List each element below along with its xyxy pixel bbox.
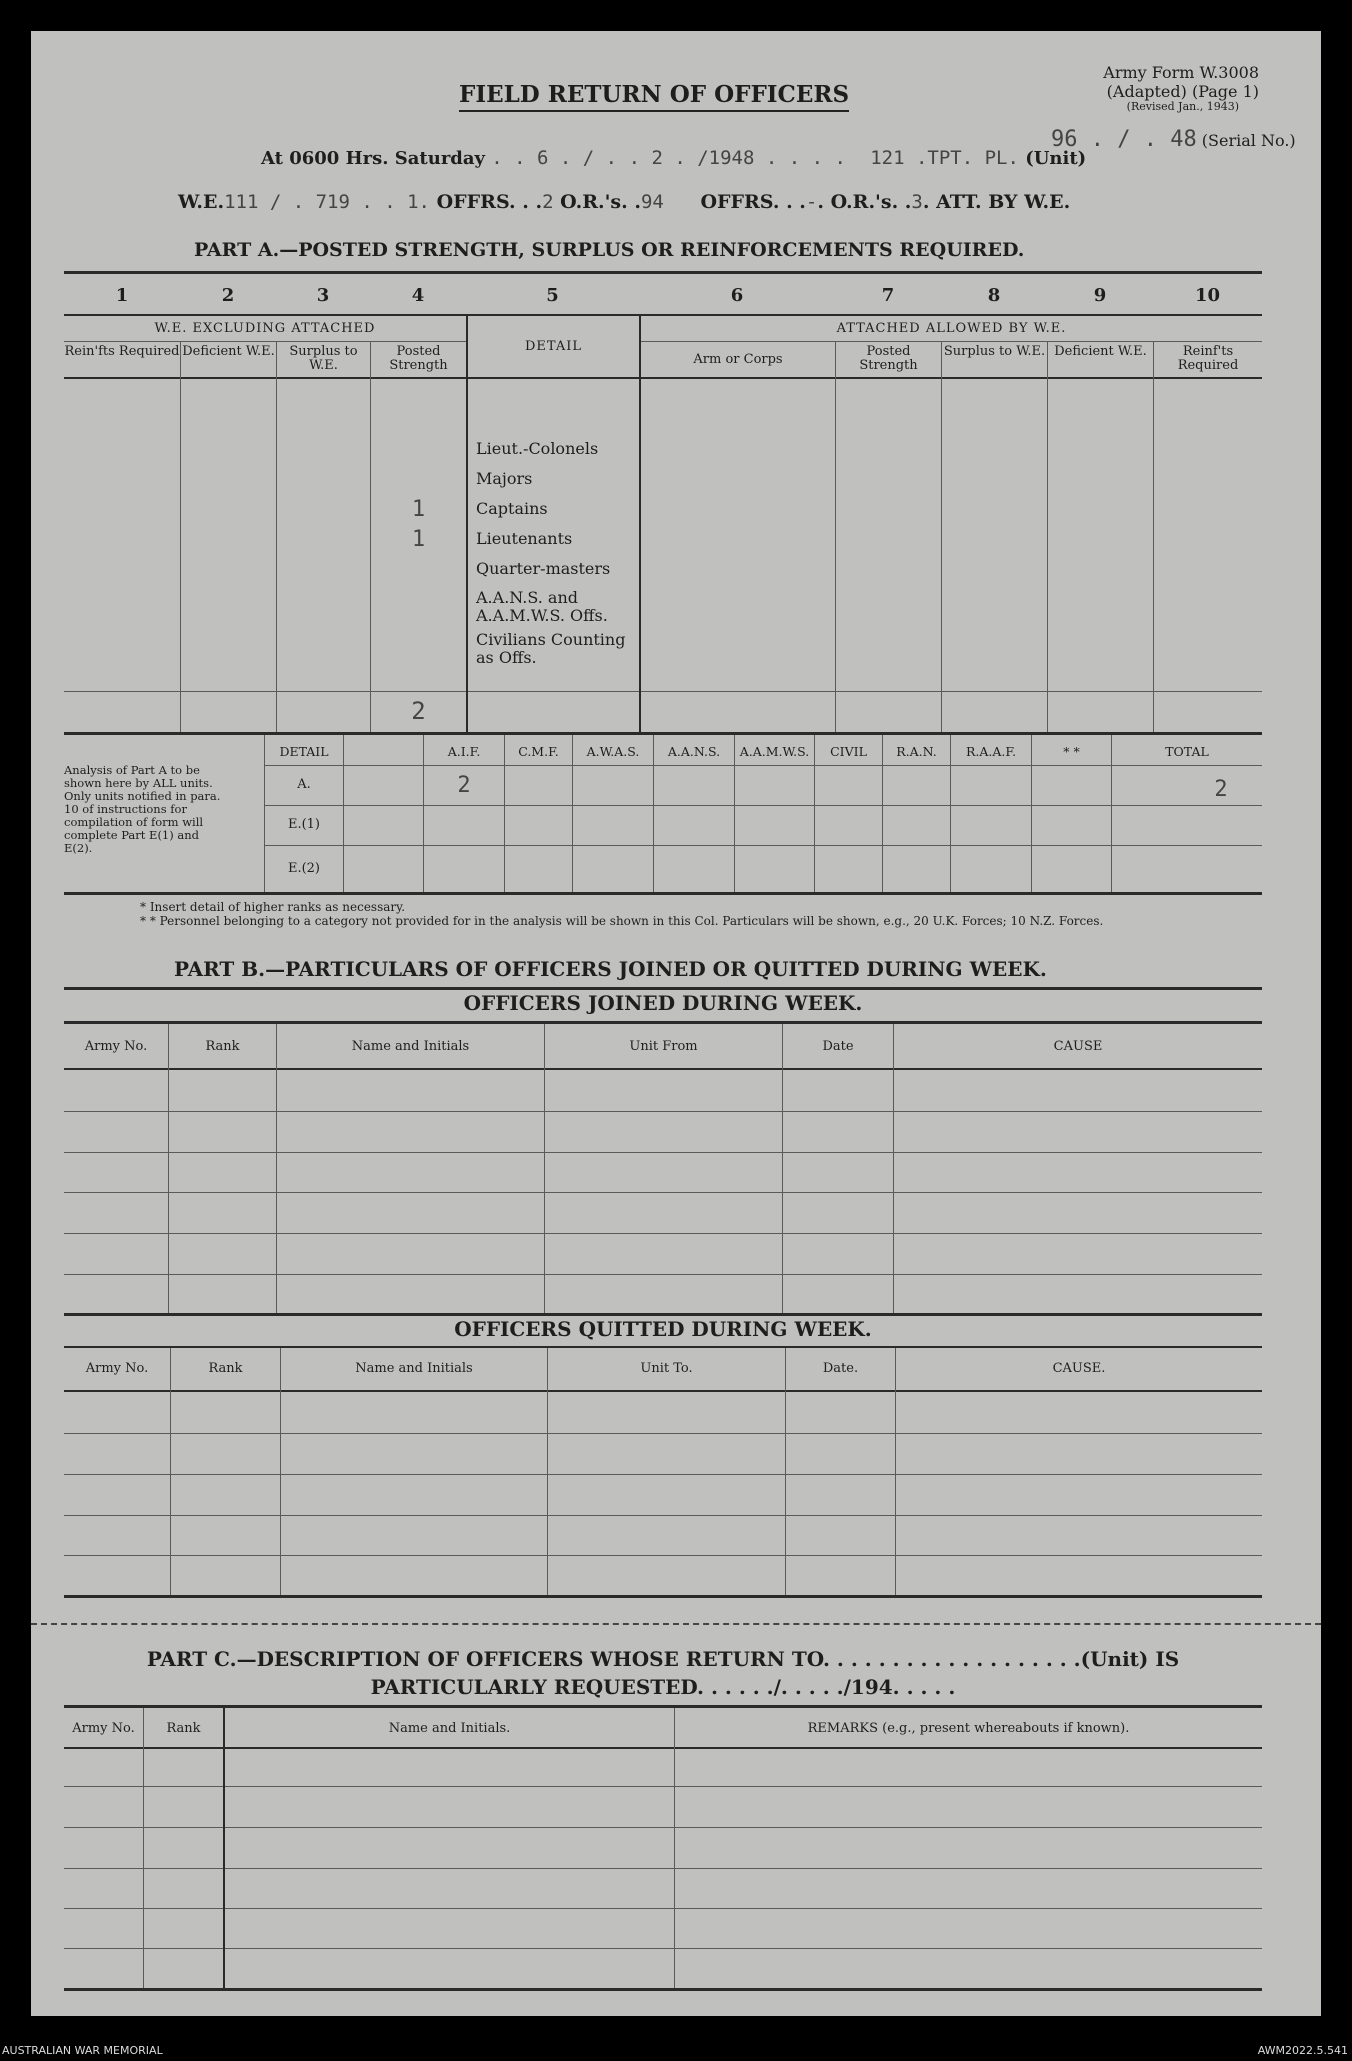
- page-title: FIELD RETURN OF OFFICERS: [459, 81, 849, 112]
- an-hdr-cmf: C.M.F.: [518, 744, 559, 759]
- joined-hdr-army-no: Army No.: [84, 1039, 148, 1054]
- joined-hdr-cause: CAUSE: [1053, 1039, 1103, 1054]
- or2-value: 3: [911, 191, 923, 213]
- rank-civilians: Civilians Counting as Offs.: [476, 630, 626, 667]
- offrs2-label: OFFRS. . .: [700, 191, 806, 213]
- quitted-title: OFFICERS QUITTED DURING WEEK.: [454, 1317, 872, 1341]
- quitted-hdr-name: Name and Initials: [355, 1361, 473, 1376]
- group-attached-allowed: ATTACHED ALLOWED BY W.E.: [836, 321, 1067, 336]
- an-hdr-total: TOTAL: [1165, 744, 1209, 759]
- form-id-line1: Army Form W.3008: [1103, 63, 1259, 82]
- rank-aans: A.A.N.S. and A.A.M.W.S. Offs.: [476, 588, 608, 625]
- posted-captains: 1: [411, 497, 426, 522]
- rank-quarter-masters: Quarter-masters: [476, 559, 611, 578]
- part-b-title: PART B.—PARTICULARS OF OFFICERS JOINED OR QUITTED DURING WEEK.: [174, 957, 1047, 981]
- part-c-line2: PARTICULARLY REQUESTED. . . . . ./. . . . ./194. . . . .: [370, 1675, 956, 1699]
- footer-left: AUSTRALIAN WAR MEMORIAL: [2, 2044, 163, 2057]
- hdr-detail: DETAIL: [524, 339, 583, 354]
- part-a-title: PART A.—POSTED STRENGTH, SURPLUS OR REINFORCEMENTS REQUIRED.: [194, 239, 1025, 261]
- an-a-aif-value: 2: [457, 773, 471, 798]
- hdr-reinfts-required: Rein'fts Required: [64, 344, 180, 359]
- an-hdr-raaf: R.A.A.F.: [965, 744, 1017, 759]
- pc-hdr-rank: Rank: [166, 1721, 201, 1736]
- an-hdr-aif: A.I.F.: [447, 744, 481, 759]
- unit-value: 121 .TPT. PL.: [870, 147, 1019, 169]
- joined-hdr-date: Date: [822, 1039, 854, 1054]
- analysis-headers: [31, 744, 1321, 762]
- form-id-line3: (Revised Jan., 1943): [1126, 100, 1239, 113]
- serial-number: [1051, 127, 1296, 152]
- an-a-total-value: 2: [1214, 777, 1228, 802]
- joined-headers: [31, 1039, 1321, 1057]
- we-prefix: W.E.: [178, 191, 225, 213]
- quitted-hdr-date: Date.: [822, 1361, 859, 1376]
- at-prefix: At 0600 Hrs. Saturday: [261, 148, 486, 169]
- an-row-a: A.: [297, 777, 311, 792]
- rank-lieut-colonels: Lieut.-Colonels: [476, 439, 599, 458]
- we-value: 111 / . 719 . . 1.: [224, 191, 430, 213]
- joined-title: OFFICERS JOINED DURING WEEK.: [463, 991, 863, 1015]
- footnotes: [140, 900, 1300, 928]
- hdr-att-posted-strength: Posted Strength: [859, 344, 918, 373]
- pc-hdr-army-no: Army No.: [72, 1721, 135, 1736]
- we-line: [178, 191, 1070, 213]
- footnote-1: * Insert detail of higher ranks as necessary.: [140, 900, 406, 914]
- col-num-8: 8: [987, 285, 1001, 306]
- form-sheet: [31, 31, 1321, 2016]
- joined-hdr-unit-from: Unit From: [629, 1039, 698, 1054]
- hdr-att-surplus: Surplus to W.E.: [943, 344, 1046, 359]
- form-id-line2: (Adapted) (Page 1): [1106, 82, 1259, 101]
- part-c-headers: [31, 1721, 1321, 1739]
- col-num-5: 5: [546, 285, 559, 306]
- an-hdr-ran: R.A.N.: [896, 744, 937, 759]
- rank-majors: Majors: [476, 469, 533, 488]
- an-hdr-civil: CIVIL: [830, 744, 867, 759]
- rank-list: [476, 439, 641, 667]
- analysis-note: Analysis of Part A to be shown here by ALL units. Only units notified in para. 10 of instructions for compilation of form will complete Part E(1) and E(2).: [64, 763, 221, 855]
- an-row-e2: E.(2): [287, 861, 321, 876]
- hdr-surplus: Surplus to W.E.: [289, 344, 358, 373]
- quitted-hdr-cause: CAUSE.: [1052, 1361, 1106, 1376]
- col-num-10: 10: [1194, 285, 1221, 306]
- col-num-2: 2: [221, 285, 235, 306]
- joined-hdr-name: Name and Initials: [351, 1039, 470, 1054]
- serial-value: 96 . / . 48: [1051, 127, 1197, 152]
- hdr-posted-strength: Posted Strength: [389, 344, 448, 373]
- offrs-value: 2: [542, 191, 554, 213]
- footnote-2: * * Personnel belonging to a category not provided for in the analysis will be shown in this Col. Particulars will be shown, e.g., 20 U.K. Forces; 10 N.Z. Forces.: [140, 914, 1104, 928]
- serial-label: (Serial No.): [1201, 131, 1296, 150]
- rank-lieutenants: Lieutenants: [476, 529, 573, 548]
- or2-label: . O.R.'s. .: [817, 191, 912, 213]
- return-date: . . 6 . / . . 2 . /1948 . . . .: [491, 147, 846, 169]
- an-hdr-other: * *: [1063, 744, 1080, 759]
- col-num-3: 3: [316, 285, 330, 306]
- at-line: [261, 147, 1086, 169]
- hdr-att-reinfts: Reinf'ts Required: [1177, 344, 1239, 373]
- an-hdr-aamws: A.A.M.W.S.: [739, 744, 810, 759]
- an-hdr-aans: A.A.N.S.: [667, 744, 721, 759]
- offrs-label: OFFRS. . .: [436, 191, 543, 213]
- group-we-excluding: W.E. EXCLUDING ATTACHED: [154, 321, 376, 336]
- an-row-e1: E.(1): [287, 817, 321, 832]
- pc-hdr-name: Name and Initials.: [388, 1721, 511, 1736]
- column-numbers: [64, 285, 1262, 307]
- hdr-deficient: Deficient W.E.: [182, 344, 275, 359]
- col-num-6: 6: [730, 285, 744, 306]
- footer-right: AWM2022.5.541: [1257, 2044, 1348, 2057]
- quitted-hdr-rank: Rank: [208, 1361, 243, 1376]
- unit-label: (Unit): [1025, 148, 1087, 169]
- offrs2-value: -: [805, 191, 818, 213]
- quitted-hdr-army-no: Army No.: [85, 1361, 149, 1376]
- or-value: 94: [640, 191, 664, 213]
- rank-captains: Captains: [476, 499, 548, 518]
- an-hdr-detail: DETAIL: [279, 744, 329, 759]
- quitted-headers: [31, 1361, 1321, 1379]
- tear-line: [31, 1623, 1321, 1625]
- quitted-hdr-unit-to: Unit To.: [640, 1361, 693, 1376]
- col-num-7: 7: [881, 285, 895, 306]
- att-label: . ATT. BY W.E.: [922, 191, 1071, 213]
- hdr-att-deficient: Deficient W.E.: [1054, 344, 1147, 359]
- col-num-4: 4: [411, 285, 425, 306]
- pc-hdr-remarks: REMARKS (e.g., present whereabouts if known).: [807, 1721, 1130, 1736]
- part-c-title: [64, 1645, 1262, 1701]
- hdr-arm-or-corps: Arm or Corps: [693, 352, 783, 367]
- part-c-line1: PART C.—DESCRIPTION OF OFFICERS WHOSE RETURN TO. . . . . . . . . . . . . . . . . . .(Unit) IS: [146, 1647, 1180, 1671]
- joined-hdr-rank: Rank: [205, 1039, 240, 1054]
- col-num-1: 1: [115, 285, 129, 306]
- form-id: [1103, 63, 1259, 113]
- an-hdr-awas: A.W.A.S.: [586, 744, 640, 759]
- or-label: O.R.'s. .: [560, 191, 641, 213]
- posted-lieutenants: 1: [411, 527, 426, 552]
- posted-total: 2: [411, 697, 426, 725]
- col-num-9: 9: [1093, 285, 1107, 306]
